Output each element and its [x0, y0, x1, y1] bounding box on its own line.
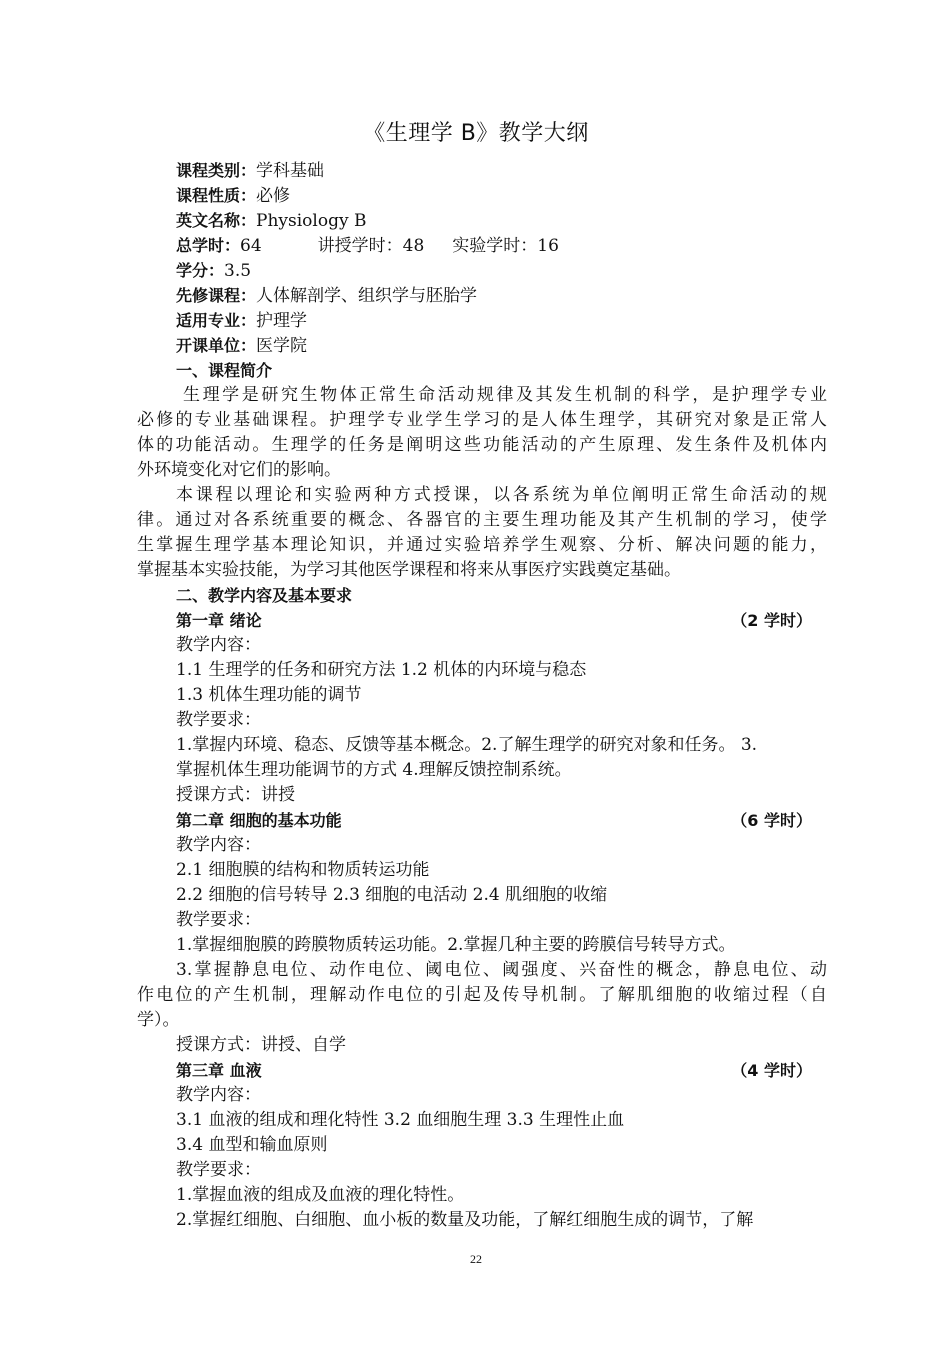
intro-paragraph-2-line: 掌握基本实验技能，为学习其他医学课程和将来从事医疗实践奠定基础。	[137, 560, 681, 580]
intro-paragraph-1-line: 外环境变化对它们的影响。	[137, 460, 341, 480]
requirement-line: 1.掌握内环境、稳态、反馈等基本概念。2.了解生理学的研究对象和任务。 3.	[176, 735, 758, 755]
intro-paragraph-2-line: 生掌握生理学基本理论知识，并通过实验培养学生观察、分析、解决问题的能力，	[137, 535, 827, 555]
teaching-method: 授课方式：讲授、自学	[176, 1035, 346, 1055]
requirement-line: 2.掌握红细胞、白细胞、血小板的数量及功能，了解红细胞生成的调节，了解	[176, 1210, 754, 1230]
content-label: 教学内容：	[176, 1085, 261, 1105]
chapter-title: 第一章 绪论	[176, 611, 262, 630]
chapter-title: 第三章 血液	[176, 1061, 262, 1080]
requirement-line: 作电位的产生机制，理解动作电位的引起及传导机制。了解肌细胞的收缩过程（自	[137, 985, 827, 1005]
chapter-3-heading	[176, 1058, 812, 1083]
intro-paragraph-2-line: 本课程以理论和实验两种方式授课，以各系统为单位阐明正常生命活动的规	[176, 485, 827, 505]
teaching-method: 授课方式：讲授	[176, 785, 295, 805]
chapter-hours: （4 学时）	[731, 1061, 812, 1080]
intro-paragraph-1-line: 生理学是研究生物体正常生命活动规律及其发生机制的科学，是护理学专业	[183, 385, 827, 405]
requirement-line: 3.掌握静息电位、动作电位、阈电位、阈强度、兴奋性的概念，静息电位、动	[176, 960, 827, 980]
requirement-line: 1.掌握血液的组成及血液的理化特性。	[176, 1185, 465, 1205]
requirement-line: 1.掌握细胞膜的跨膜物质转运功能。2.掌握几种主要的跨膜信号转导方式。	[176, 935, 736, 955]
content-line: 3.1 血液的组成和理化特性 3.2 血细胞生理 3.3 生理性止血	[176, 1110, 625, 1130]
content-line: 1.3 机体生理功能的调节	[176, 685, 362, 705]
content-line: 2.1 细胞膜的结构和物质转运功能	[176, 860, 430, 880]
section-heading-intro: 一、课程简介	[176, 361, 273, 380]
requirement-label: 教学要求：	[176, 1160, 261, 1180]
requirement-label: 教学要求：	[176, 710, 261, 730]
content-line: 1.1 生理学的任务和研究方法 1.2 机体的内环境与稳态	[176, 660, 587, 680]
section-heading-content: 二、教学内容及基本要求	[176, 586, 353, 605]
meta-course-category: 课程类别：学科基础	[176, 161, 325, 181]
meta-course-nature: 课程性质：必修	[176, 186, 291, 206]
meta-major: 适用专业：护理学	[176, 311, 308, 331]
document-title: 《生理学 B》教学大纲	[363, 121, 589, 146]
meta-prerequisites: 先修课程：人体解剖学、组织学与胚胎学	[176, 286, 478, 306]
page-number: 22	[470, 1252, 482, 1266]
meta-hours: 总学时：64 讲授学时：48 实验学时：16	[176, 236, 559, 256]
chapter-title: 第二章 细胞的基本功能	[176, 811, 342, 830]
content-line: 3.4 血型和输血原则	[176, 1135, 328, 1155]
requirement-label: 教学要求：	[176, 910, 261, 930]
chapter-1-heading	[176, 608, 812, 633]
intro-paragraph-1-line: 体的功能活动。生理学的任务是阐明这些功能活动的产生原理、发生条件及机体内	[137, 435, 827, 455]
chapter-2-heading	[176, 808, 812, 833]
meta-credits: 学分：3.5	[176, 261, 252, 281]
requirement-line: 掌握机体生理功能调节的方式 4.理解反馈控制系统。	[176, 760, 572, 780]
content-line: 2.2 细胞的信号转导 2.3 细胞的电活动 2.4 肌细胞的收缩	[176, 885, 608, 905]
intro-paragraph-2-line: 律。通过对各系统重要的概念、各器官的主要生理功能及其产生机制的学习，使学	[137, 510, 827, 530]
meta-department: 开课单位：医学院	[176, 336, 308, 356]
chapter-hours: （2 学时）	[731, 611, 812, 630]
chapter-hours: （6 学时）	[731, 811, 812, 830]
requirement-line: 学）。	[137, 1010, 180, 1030]
meta-english-name: 英文名称：Physiology B	[176, 211, 367, 231]
intro-paragraph-1-line: 必修的专业基础课程。护理学专业学生学习的是人体生理学，其研究对象是正常人	[137, 410, 827, 430]
content-label: 教学内容：	[176, 835, 261, 855]
content-label: 教学内容：	[176, 635, 261, 655]
